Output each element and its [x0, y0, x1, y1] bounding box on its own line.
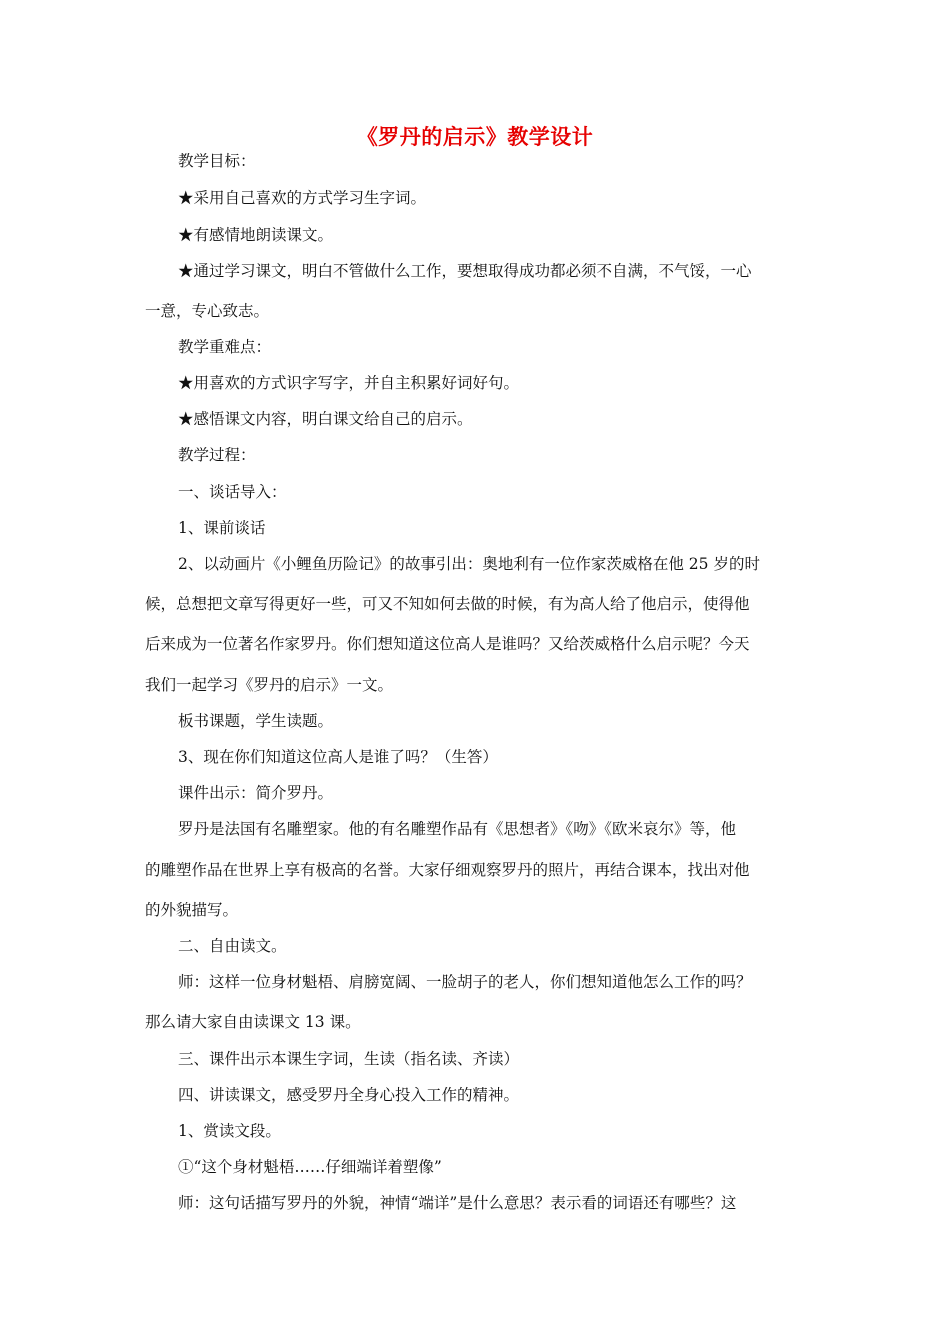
paragraph-line: ★通过学习课文，明白不管做什么工作，要想取得成功都必须不自满，不气馁，一心 — [178, 262, 752, 280]
heading-objectives: 教学目标： — [178, 152, 256, 170]
paragraph-line: 3、现在你们知道这位高人是谁了吗？（生答） — [178, 748, 498, 766]
paragraph-line: 一意，专心致志。 — [145, 302, 270, 320]
paragraph-line: 的外貌描写。 — [145, 901, 239, 919]
paragraph-line: 2、以动画片《小鲤鱼历险记》的故事引出：奥地利有一位作家茨威格在他 25 岁的时 — [178, 555, 760, 573]
paragraph-line: 罗丹是法国有名雕塑家。他的有名雕塑作品有《思想者》《吻》《欧米哀尔》等，他 — [178, 820, 737, 838]
paragraph-line: ①“这个身材魁梧……仔细端详着塑像” — [178, 1158, 442, 1176]
paragraph-line: 师：这句话描写罗丹的外貌，神情“端详”是什么意思？表示看的词语还有哪些？这 — [178, 1194, 737, 1212]
section-heading: 二、自由读文。 — [178, 937, 287, 955]
heading-key-points: 教学重难点： — [178, 338, 272, 356]
paragraph-line: ★用喜欢的方式识字写字，并自主积累好词好句。 — [178, 374, 520, 392]
paragraph-line: 板书课题，学生读题。 — [178, 712, 334, 730]
section-heading: 四、讲读课文，感受罗丹全身心投入工作的精神。 — [178, 1086, 520, 1104]
paragraph-line: ★感悟课文内容，明白课文给自己的启示。 — [178, 410, 473, 428]
paragraph-line: 我们一起学习《罗丹的启示》一文。 — [145, 676, 394, 694]
paragraph-line: 1、课前谈话 — [178, 519, 266, 537]
paragraph-line: ★采用自己喜欢的方式学习生字词。 — [178, 189, 427, 207]
section-heading: 一、谈话导入： — [178, 483, 287, 501]
paragraph-line: 课件出示：简介罗丹。 — [178, 784, 334, 802]
document-title: 《罗丹的启示》教学设计 — [356, 124, 594, 149]
paragraph-line: 的雕塑作品在世界上享有极高的名誉。大家仔细观察罗丹的照片，再结合课本，找出对他 — [145, 861, 750, 879]
paragraph-line: 师：这样一位身材魁梧、肩膀宽阔、一脸胡子的老人，你们想知道他怎么工作的吗？ — [178, 973, 752, 991]
heading-process: 教学过程： — [178, 446, 256, 464]
paragraph-line: ★有感情地朗读课文。 — [178, 226, 334, 244]
paragraph-line: 1、赏读文段。 — [178, 1122, 281, 1140]
section-heading: 三、课件出示本课生字词，生读（指名读、齐读） — [178, 1050, 520, 1068]
paragraph-line: 后来成为一位著名作家罗丹。你们想知道这位高人是谁吗？又给茨威格什么启示呢？今天 — [145, 635, 750, 653]
paragraph-line: 候，总想把文章写得更好一些，可又不知如何去做的时候，有为高人给了他启示，使得他 — [145, 595, 750, 613]
paragraph-line: 那么请大家自由读课文 13 课。 — [145, 1013, 361, 1031]
